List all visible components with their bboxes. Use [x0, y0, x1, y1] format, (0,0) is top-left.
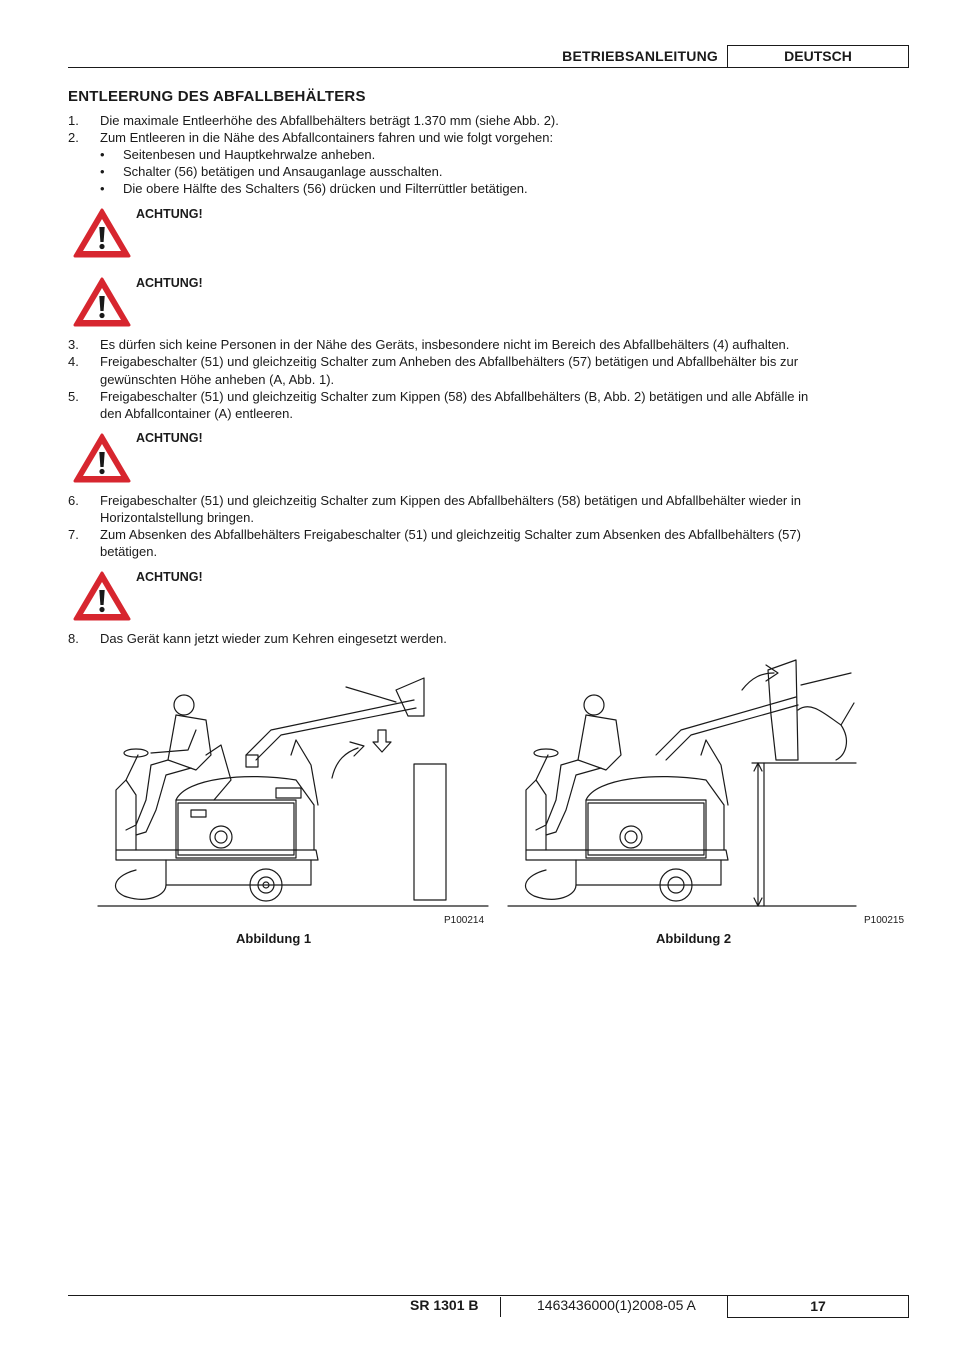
step-text: Das Gerät kann jetzt wieder zum Kehren eingesetzt werden. [100, 631, 447, 646]
footer-doc-number: 1463436000(1)2008-05 A [537, 1297, 696, 1313]
figure-code: P100214 [444, 915, 485, 926]
warning-label: ACHTUNG! [136, 207, 203, 221]
bullet-mark: • [100, 164, 105, 179]
step-text-line: gewünschten Höhe anheben (A, Abb. 1). [100, 372, 335, 387]
step-text: Zum Entleeren in die Nähe des Abfallcontainers fahren und wie folgt vorgehen: [100, 130, 554, 145]
warning-triangle-icon [72, 432, 132, 484]
warning-triangle-icon [72, 570, 132, 622]
bullet-mark: • [100, 147, 105, 162]
step-number: 4. [68, 354, 79, 369]
step-text-line: Horizontalstellung bringen. [100, 510, 254, 525]
step-number: 1. [68, 113, 79, 128]
figure-1-sweeper-lifting-illustration [96, 660, 492, 910]
figure-caption: Abbildung 1 [236, 931, 312, 946]
warning-triangle-icon [72, 207, 132, 259]
step-text-line: Zum Absenken des Abfallbehälters Freigabeschalter (51) und gleichzeitig Schalter zum Absenken des Abfallbehälters (57) [100, 527, 801, 542]
step-number: 7. [68, 527, 79, 542]
step-text-line: den Abfallcontainer (A) entleeren. [100, 406, 293, 421]
section-title: ENTLEERUNG DES ABFALLBEHÄLTERS [68, 88, 366, 105]
figure-caption: Abbildung 2 [656, 931, 732, 946]
step-text-line: Freigabeschalter (51) und gleichzeitig Schalter zum Kippen des Abfallbehälters (58) betätigen und Abfallbehälter wieder in [100, 493, 801, 508]
figure-2-sweeper-tipping-illustration [506, 655, 906, 910]
warning-label: ACHTUNG! [136, 570, 203, 584]
page-number: 17 [727, 1295, 909, 1318]
warning-triangle-icon [72, 276, 132, 328]
figure-code: P100215 [864, 915, 905, 926]
footer-model: SR 1301 B [410, 1297, 479, 1313]
bullet-text: Seitenbesen und Hauptkehrwalze anheben. [123, 147, 376, 162]
bullet-text: Schalter (56) betätigen und Ansauganlage ausschalten. [123, 164, 443, 179]
warning-label: ACHTUNG! [136, 431, 203, 445]
footer-separator [500, 1297, 501, 1317]
step-text: Es dürfen sich keine Personen in der Nähe des Geräts, insbesondere nicht im Bereich des Abfallbehälters (4) aufhalten. [100, 337, 790, 352]
step-text: Die maximale Entleerhöhe des Abfallbehälters beträgt 1.370 mm (siehe Abb. 2). [100, 113, 559, 128]
step-text-line: Freigabeschalter (51) und gleichzeitig Schalter zum Anheben des Abfallbehälters (57) betätigen und Abfallbehälter bis zur [100, 354, 799, 369]
header-rule [68, 67, 909, 68]
step-text-line: Freigabeschalter (51) und gleichzeitig Schalter zum Kippen (58) des Abfallbehälters (B, Abb. 2) betätigen und alle Abfälle in [100, 389, 809, 404]
bullet-text: Die obere Hälfte des Schalters (56) drücken und Filterrüttler betätigen. [123, 181, 528, 196]
step-number: 3. [68, 337, 79, 352]
warning-label: ACHTUNG! [136, 276, 203, 290]
step-number: 6. [68, 493, 79, 508]
step-text-line: betätigen. [100, 544, 158, 559]
step-number: 8. [68, 631, 79, 646]
header-title: BETRIEBSANLEITUNG [562, 48, 718, 64]
step-number: 2. [68, 130, 79, 145]
bullet-mark: • [100, 181, 105, 196]
step-number: 5. [68, 389, 79, 404]
header-language: DEUTSCH [727, 45, 909, 68]
